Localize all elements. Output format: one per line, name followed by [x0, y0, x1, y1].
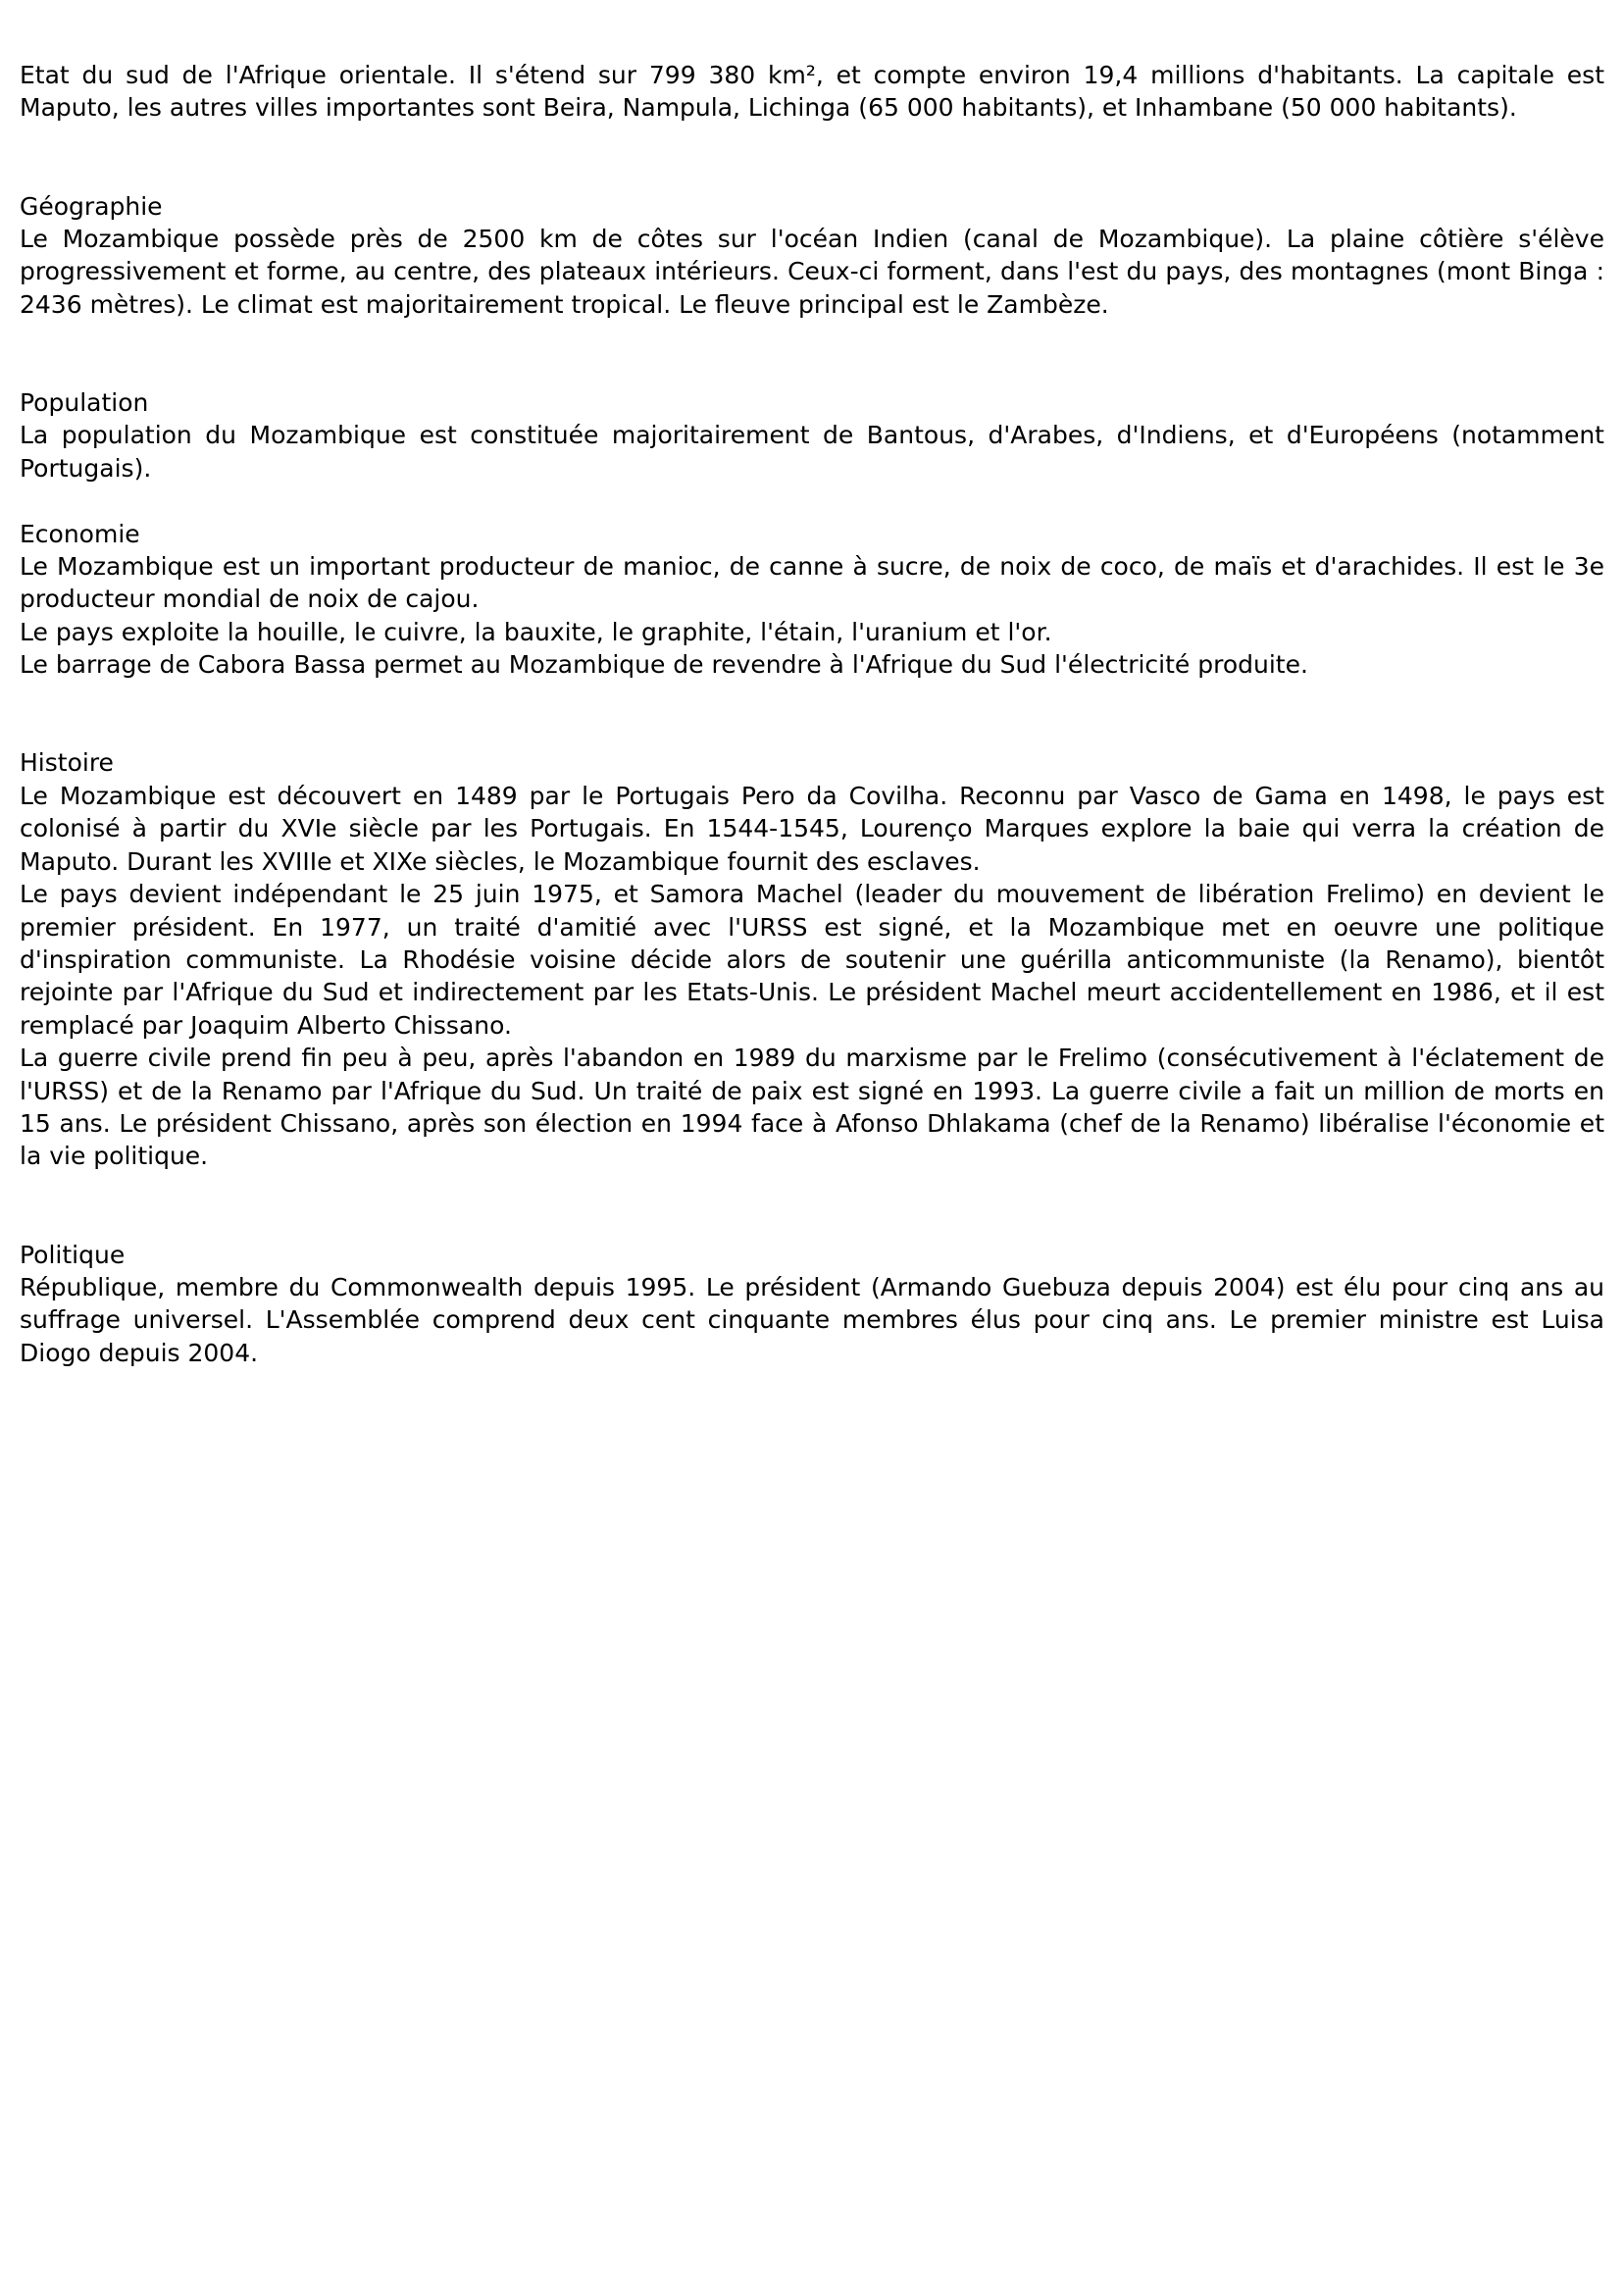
spacer [20, 682, 1604, 747]
section-paragraph: Le Mozambique possède près de 2500 km de côtes sur l'océan Indien (canal de Mozambique). La plaine côtière s'élève progressivement et forme, au centre, des plateaux intérieurs. Ceux-ci forment, dans l'est du pays, des montagnes (mont Binga : 2436 mètres). Le climat est majoritairement tropical. Le fleuve principal est le Zambèze. [20, 225, 1604, 319]
section-geographie [20, 190, 1604, 322]
section-heading: Géographie [20, 191, 163, 221]
section-paragraph: Le pays devient indépendant le 25 juin 1975, et Samora Machel (leader du mouvement de libération Frelimo) en devient le premier président. En 1977, un traité d'amitié avec l'URSS est signé, et la Mozambique met en oeuvre une politique d'inspiration communiste. La Rhodésie voisine décide alors de soutenir une guérilla anticommuniste (la Renamo), bientôt rejointe par l'Afrique du Sud et indirectement par les Etats-Unis. Le président Machel meurt accidentellement en 1986, et il est remplacé par Joaquim Alberto Chissano. [20, 880, 1604, 1040]
spacer [20, 321, 1604, 386]
section-paragraph: Le Mozambique est un important producteur de manioc, de canne à sucre, de noix de coco, de maïs et d'arachides. Il est le 3e producteur mondial de noix de cajou. [20, 552, 1604, 614]
section-paragraph: Le pays exploite la houille, le cuivre, la bauxite, le graphite, l'étain, l'uranium et l'or. [20, 617, 1052, 646]
spacer [20, 125, 1604, 190]
section-paragraph: Le barrage de Cabora Bassa permet au Mozambique de revendre à l'Afrique du Sud l'électricité produite. [20, 650, 1308, 680]
section-heading: Politique [20, 1240, 126, 1269]
document-page [20, 59, 1604, 1369]
section-paragraph: Le Mozambique est découvert en 1489 par le Portugais Pero da Covilha. Reconnu par Vasco de Gama en 1498, le pays est colonisé à partir du XVIe siècle par les Portugais. En 1544-1545, Lourenço Marques explore la baie qui verra la création de Maputo. Durant les XVIIIe et XIXe siècles, le Mozambique fournit des esclaves. [20, 781, 1604, 876]
section-paragraph: La guerre civile prend fin peu à peu, après l'abandon en 1989 du marxisme par le Frelimo (consécutivement à l'éclatement de l'URSS) et de la Renamo par l'Afrique du Sud. Un traité de paix est signé en 1993. La guerre civile a fait un million de morts en 15 ans. Le président Chissano, après son élection en 1994 face à Afonso Dhlakama (chef de la Renamo) libéralise l'économie et la vie politique. [20, 1044, 1604, 1171]
section-heading: Histoire [20, 748, 114, 778]
section-population [20, 386, 1604, 484]
section-economie [20, 518, 1604, 682]
section-paragraph: La population du Mozambique est constituée majoritairement de Bantous, d'Arabes, d'Indiens, et d'Européens (notamment Portugais). [20, 421, 1604, 483]
intro-paragraph: Etat du sud de l'Afrique orientale. Il s'étend sur 799 380 km², et compte environ 19,4 millions d'habitants. La capitale est Maputo, les autres villes importantes sont Beira, Nampula, Lichinga (65 000 habitants), et Inhambane (50 000 habitants). [20, 61, 1604, 123]
spacer [20, 484, 1604, 517]
section-heading: Economie [20, 519, 140, 548]
section-histoire [20, 746, 1604, 1172]
section-politique [20, 1239, 1604, 1370]
section-heading: Population [20, 388, 149, 418]
spacer [20, 1173, 1604, 1239]
section-paragraph: République, membre du Commonwealth depuis 1995. Le président (Armando Guebuza depuis 2004) est élu pour cinq ans au suffrage universel. L'Assemblée comprend deux cent cinquante membres élus pour cinq ans. Le premier ministre est Luisa Diogo depuis 2004. [20, 1272, 1604, 1367]
